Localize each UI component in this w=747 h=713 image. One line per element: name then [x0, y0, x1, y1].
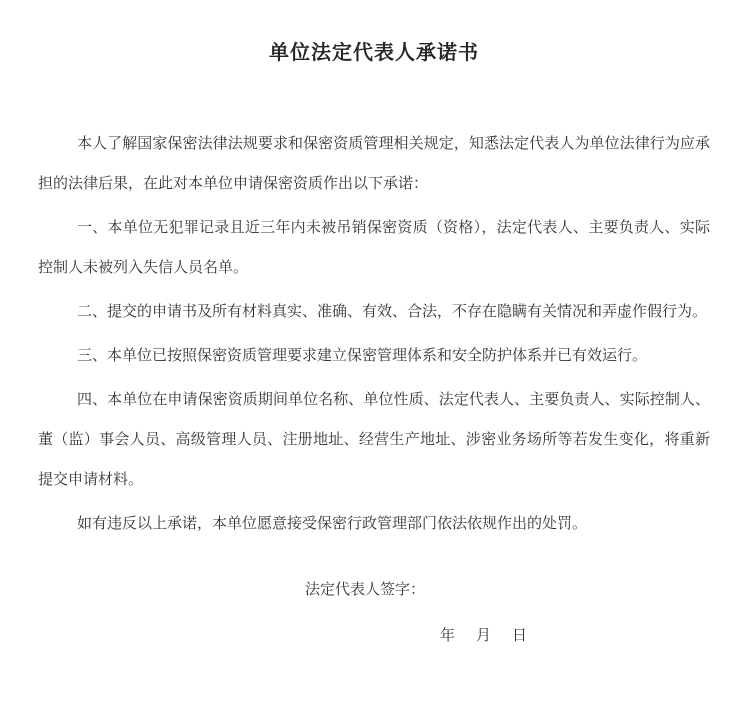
- signature-label: 法定代表人签字：: [305, 581, 426, 598]
- document-body: [38, 124, 710, 544]
- body-paragraph-item-3: 三、本单位已按照保密资质管理要求建立保密管理体系和安全防护体系并已有效运行。: [77, 347, 648, 364]
- body-paragraph-intro: 本人了解国家保密法律法规要求和保密资质管理相关规定，知悉法定代表人为单位法律行为应承担的法律后果，在此对本单位申请保密资质作出以下承诺：: [38, 135, 710, 192]
- date-line: 年 月 日: [440, 627, 531, 644]
- body-paragraph-item-2: 二、提交的申请书及所有材料真实、准确、有效、合法，不存在隐瞒有关情况和弄虚作假行为。: [77, 303, 708, 320]
- body-paragraph-closing: 如有违反以上承诺，本单位愿意接受保密行政管理部门依法依规作出的处罚。: [77, 515, 588, 532]
- signature-block: [38, 570, 710, 656]
- body-paragraph-item-4: 四、本单位在申请保密资质期间单位名称、单位性质、法定代表人、主要负责人、实际控制人、董（监）事会人员、高级管理人员、注册地址、经营生产地址、涉密业务场所等若发生变化，将重新提交申请材料。: [38, 391, 710, 488]
- body-paragraph-item-1: 一、本单位无犯罪记录且近三年内未被吊销保密资质（资格），法定代表人、主要负责人、实际控制人未被列入失信人员名单。: [38, 219, 710, 276]
- document-title: 单位法定代表人承诺书: [269, 42, 479, 64]
